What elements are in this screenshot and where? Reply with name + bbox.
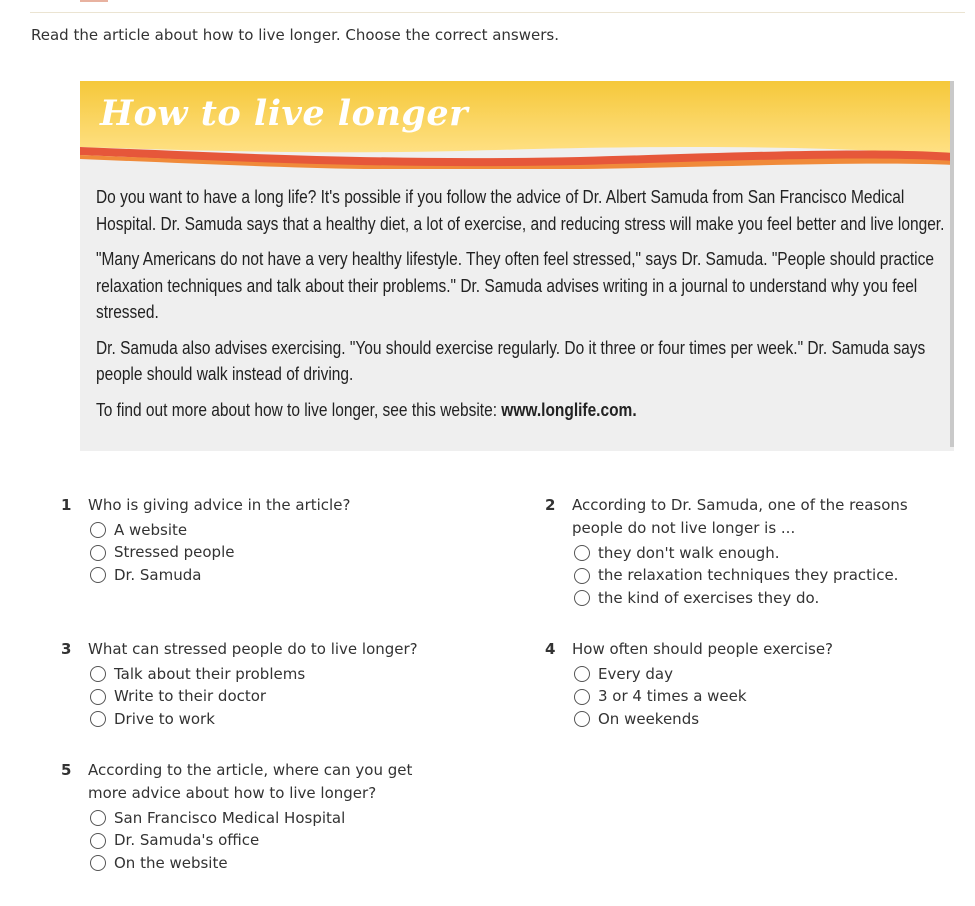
option-b[interactable] [574, 686, 747, 709]
option-label: they don't walk enough. [598, 543, 780, 562]
panel-shadow-edge [950, 81, 954, 447]
option-a[interactable] [574, 663, 747, 686]
question-text: How often should people exercise? [572, 640, 834, 658]
article-footer [96, 397, 947, 424]
option-a[interactable] [574, 542, 898, 565]
option-label: On weekends [598, 709, 700, 728]
question-number: 3 [61, 640, 72, 658]
option-a[interactable] [90, 519, 234, 542]
radio-button[interactable] [574, 711, 590, 727]
article-title: How to live longer [100, 93, 469, 134]
question-text: According to the article, where can you get more advice about how to live longer? [88, 761, 413, 802]
article-url: www.longlife.com. [501, 399, 637, 420]
option-label: Drive to work [114, 709, 215, 728]
question-number: 5 [61, 761, 72, 779]
option-label: Dr. Samuda [114, 565, 202, 584]
question-text: What can stressed people do to live longer? [88, 640, 418, 658]
option-b[interactable] [574, 565, 898, 588]
option-a[interactable] [90, 663, 305, 686]
question-text: According to Dr. Samuda, one of the reasons people do not live longer is ... [572, 496, 908, 537]
option-group [90, 663, 305, 731]
radio-button[interactable] [574, 568, 590, 584]
option-label: Talk about their problems [114, 664, 306, 683]
option-b[interactable] [90, 686, 305, 709]
option-label: the kind of exercises they do. [598, 588, 820, 607]
radio-button[interactable] [574, 545, 590, 561]
article-paragraph-2: "Many Americans do not have a very healthy lifestyle. They often feel stressed," says Dr. Samuda. "People should practice relaxation techniques and talk about their problems." Dr. Samuda advises writing in a journal to understand why you feel stressed. [96, 249, 934, 322]
question-number: 1 [61, 496, 72, 514]
radio-button[interactable] [90, 711, 106, 727]
option-group [90, 519, 234, 587]
top-divider [30, 12, 965, 13]
option-label: San Francisco Medical Hospital [114, 808, 346, 827]
radio-button[interactable] [90, 666, 106, 682]
radio-button[interactable] [90, 545, 106, 561]
article-paragraph-3: Dr. Samuda also advises exercising. "You should exercise regularly. Do it three or four times per week." Dr. Samuda says people should walk instead of driving. [96, 337, 926, 384]
option-label: On the website [114, 853, 228, 872]
option-b[interactable] [90, 542, 234, 565]
option-c[interactable] [574, 708, 747, 731]
option-label: the relaxation techniques they practice. [598, 566, 899, 585]
radio-button[interactable] [90, 810, 106, 826]
option-label: Dr. Samuda's office [114, 831, 260, 850]
article-paragraph-1: Do you want to have a long life? It's possible if you follow the advice of Dr. Albert Samuda from San Francisco Medical Hospital. Dr. Samuda says that a healthy diet, a lot of exercise, and reducing stress will make you feel better and live longer. [96, 187, 945, 234]
option-label: 3 or 4 times a week [598, 687, 747, 706]
question-text: Who is giving advice in the article? [88, 496, 351, 514]
radio-button[interactable] [90, 522, 106, 538]
option-label: A website [114, 520, 188, 539]
option-label: Stressed people [114, 543, 235, 562]
option-label: Write to their doctor [114, 687, 267, 706]
question-number: 4 [545, 640, 556, 658]
radio-button[interactable] [90, 689, 106, 705]
article-footer-text: To find out more about how to live longer, see this website: [96, 399, 502, 420]
option-group [90, 807, 345, 875]
radio-button[interactable] [574, 689, 590, 705]
option-c[interactable] [90, 852, 345, 875]
option-c[interactable] [90, 564, 234, 587]
article-panel [80, 81, 954, 451]
option-a[interactable] [90, 807, 345, 830]
option-c[interactable] [574, 587, 898, 610]
option-b[interactable] [90, 830, 345, 853]
option-group [574, 542, 898, 610]
question-number: 2 [545, 496, 556, 514]
radio-button[interactable] [574, 666, 590, 682]
radio-button[interactable] [90, 855, 106, 871]
article-body [96, 184, 945, 432]
option-label: Every day [598, 664, 673, 683]
radio-button[interactable] [574, 590, 590, 606]
option-group [574, 663, 747, 731]
top-accent-mark [80, 0, 108, 2]
radio-button[interactable] [90, 567, 106, 583]
radio-button[interactable] [90, 833, 106, 849]
instruction-text: Read the article about how to live longer. Choose the correct answers. [31, 26, 559, 44]
option-c[interactable] [90, 708, 305, 731]
